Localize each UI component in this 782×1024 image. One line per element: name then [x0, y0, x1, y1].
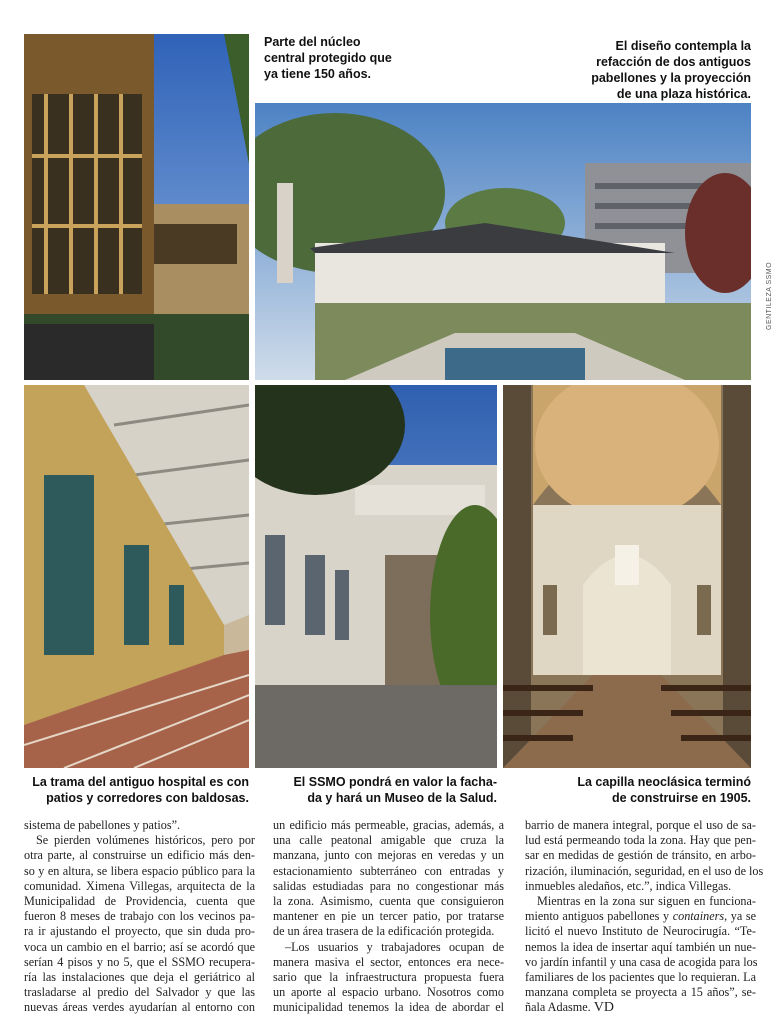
- text-line: de un área trasera de la edificación protegida.: [273, 924, 495, 939]
- text-line: manzana, junto con mejoras en veredas y un: [273, 848, 504, 863]
- text-line: sistema de pabellones y patios”.: [24, 818, 181, 832]
- caption-top-right: [560, 38, 751, 102]
- caption-line: de construirse en 1905.: [612, 791, 751, 805]
- paragraph: [24, 833, 255, 1015]
- caption-line: La trama del antiguo hospital es con: [32, 775, 249, 789]
- caption-line: refacción de dos antiguos: [596, 55, 751, 69]
- text-line: nuevas áreas verdes ayudarían al entorno con: [24, 1000, 255, 1015]
- caption-line: La capilla neoclásica terminó: [577, 775, 751, 789]
- text-line: municipalidad tenemos la idea de abordar el: [273, 1000, 504, 1015]
- text-line: so y en altura, se libera espacio público para la: [24, 863, 255, 878]
- paragraph: [273, 818, 504, 940]
- text-line: estacionamiento subterráneo con entradas y: [273, 863, 504, 878]
- caption-line: ya tiene 150 años.: [264, 67, 372, 81]
- paragraph: [525, 818, 764, 894]
- text-line: sar en medidas de gestión de tránsito, en arbo-: [525, 848, 756, 863]
- caption-line: patios y corredores con baldosas.: [46, 791, 249, 805]
- text-line: fueron 8 meses de trabajo con los vecinos pa-: [24, 909, 255, 924]
- text-line: Municipalidad de Providencia, cuenta que: [24, 894, 255, 909]
- paragraph: [273, 940, 504, 1016]
- caption-line: El diseño contempla la: [615, 39, 751, 53]
- text-line: salidas estudiadas para no congestionar más: [273, 878, 504, 893]
- text-line: manera masiva el sector, entonces era nece-: [273, 954, 504, 969]
- text-line: mantener en pie un tercer patio, por tratarse: [273, 909, 504, 924]
- text-line: serían 4 pisos y no 5, que el SSMO recupera-: [24, 954, 255, 969]
- text-line-final: [525, 1000, 756, 1015]
- text-column-2: [273, 818, 504, 1016]
- caption-line: da y hará un Museo de la Salud.: [307, 791, 497, 805]
- text-line: –Los usuarios y trabajadores ocupan de: [285, 939, 504, 954]
- text-line: barrio de manera integral, porque el uso de sa-: [525, 818, 756, 832]
- text-line: familiares de los pacientes que lo requieran. La: [525, 970, 756, 985]
- text-line: licitó el nuevo Instituto de Neurocirugía. “Te-: [525, 924, 756, 939]
- text-line: la zona. Asimismo, cuenta que consiguieron: [273, 894, 504, 909]
- text-line: sario que la infraestructura propuesta fuera: [273, 970, 504, 985]
- text-line: manzana completa se proyecta a 15 años”, se-: [525, 985, 756, 1000]
- photo-ssmo-facade: [255, 385, 497, 768]
- author-signature: VD: [593, 1000, 614, 1016]
- text-column-3: [525, 818, 764, 1016]
- text-line: comunidad. Ximena Villegas, arquitecta de la: [24, 878, 255, 893]
- photo-historic-building-balcony: [24, 34, 249, 380]
- text-line: un aporte al espacio urbano. Nosotros como: [273, 985, 504, 1000]
- text-line: voca un cambio en el barrio; así se acordó que: [24, 939, 255, 954]
- caption-line: de una plaza histórica.: [616, 87, 751, 101]
- caption-top-middle: [264, 34, 424, 82]
- text-fragment-italic: containers: [672, 909, 725, 924]
- text-line: nemos la idea de insertar aquí también un nue-: [525, 939, 756, 954]
- photo-corridor: [24, 385, 249, 768]
- text-column-1: [24, 818, 255, 1016]
- text-line: Se pierden volúmenes históricos, pero por: [36, 833, 255, 848]
- photo-neoclassical-chapel: [503, 385, 751, 768]
- caption-line: central protegido que: [264, 51, 392, 65]
- text-line: vo jardín infantil y una casa de acogida para los: [525, 954, 758, 969]
- text-line-mixed: [525, 909, 756, 924]
- text-line: inmuebles aledaños, etc.”, indica Villegas.: [525, 878, 732, 893]
- text-line: una calle peatonal amigable que cruza la: [273, 833, 504, 848]
- text-line: ra ir ajustando el proyecto, que sin duda pro-: [24, 924, 255, 939]
- text-fragment: miento antiguos pabellones y: [525, 909, 673, 924]
- caption-bottom-left: [24, 774, 249, 806]
- caption-line: El SSMO pondrá en valor la facha-: [293, 775, 497, 789]
- text-line: lud está permeando toda la zona. Hay que pen-: [525, 833, 756, 848]
- text-line: rización, iluminación, seguridad, en el uso de los: [525, 863, 764, 878]
- text-line: Mientras en la zona sur siguen en funciona-: [537, 894, 756, 909]
- photo-credit: GENTILEZA SSMO: [766, 261, 773, 330]
- text-fragment: , ya se: [724, 909, 756, 924]
- caption-line: pabellones y la proyección: [591, 71, 751, 85]
- paragraph: [24, 818, 255, 833]
- caption-bottom-middle: [255, 774, 497, 806]
- text-line: ría las instalaciones que deja el geriátrico al: [24, 970, 255, 985]
- text-line: trasladarse al predio del Salvador y que las: [24, 985, 255, 1000]
- paragraph: [525, 894, 756, 1016]
- photo-plaza-rendering: [255, 103, 751, 380]
- caption-line: Parte del núcleo: [264, 35, 361, 49]
- caption-bottom-right: [503, 774, 751, 806]
- text-line: otra parte, al construirse un edificio más den-: [24, 848, 255, 863]
- text-fragment: ñala Adasme.: [525, 1000, 591, 1015]
- text-line: un edificio más permeable, gracias, además, a: [273, 818, 504, 832]
